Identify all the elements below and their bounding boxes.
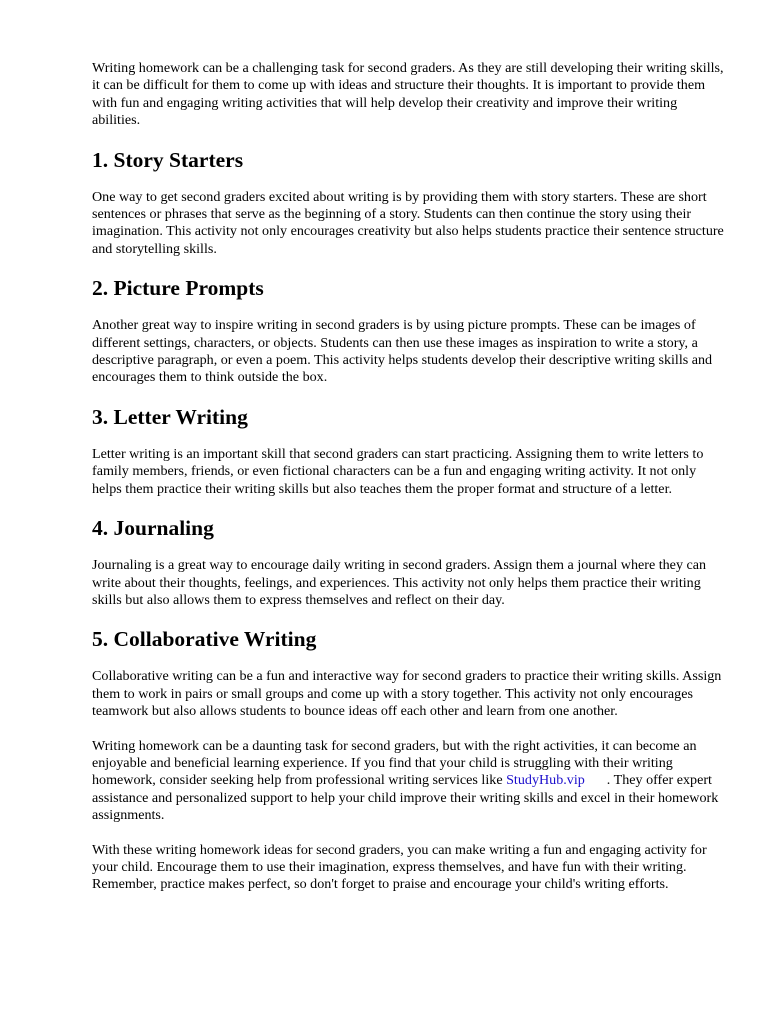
closing-text-after-link: . They offer expert assistance and personalized support to help your child improve their writing skills and excel in their homework assignments. bbox=[92, 772, 719, 824]
section-body-letter-writing: Letter writing is an important skill that second graders can start practicing. Assigning them to write letters to family members, friends, or even fictional characters can be a fun and engaging writing activity. It not only helps them practice their writing skills but also teaches them the proper format and structure of a letter. bbox=[92, 445, 704, 497]
section-body-picture-prompts: Another great way to inspire writing in second graders is by using picture prompts. These can be images of different settings, characters, or objects. Students can then use these images as inspiration to write a story, a descriptive paragraph, or even a poem. This activity helps students develop their descriptive writing skills and encourages them to think outside the box. bbox=[92, 317, 713, 386]
closing-text-before-link: Writing homework can be a daunting task for second graders, but with the right activities, it can become an enjoyable and beneficial learning experience. If you find that your child is struggling with their writing homework, consider seeking help from professional writing services like bbox=[92, 737, 697, 789]
section-heading-story-starters: 1. Story Starters bbox=[92, 147, 244, 172]
section-body-collaborative-writing: Collaborative writing can be a fun and interactive way for second graders to practice their writing skills. Assign them to work in pairs or small groups and come up with a story together. This activity not only encourages teamwork but also allows students to bounce ideas off each other and learn from one another. bbox=[92, 668, 722, 720]
section-heading-picture-prompts: 2. Picture Prompts bbox=[92, 276, 264, 301]
final-paragraph: With these writing homework ideas for second graders, you can make writing a fun and engaging activity for your child. Encourage them to use their imagination, express themselves, and have fun with their writing. Remember, practice makes perfect, so don't forget to praise and encourage your child's writing efforts. bbox=[92, 841, 707, 893]
section-body-journaling: Journaling is a great way to encourage daily writing in second graders. Assign them a journal where they can write about their thoughts, feelings, and experiences. This activity not only helps them practice their writing skills but also allows them to express themselves and reflect on their day. bbox=[92, 557, 707, 608]
section-body-story-starters: One way to get second graders excited about writing is by providing them with story starters. These are short sentences or phrases that serve as the beginning of a story. Students can then continue the story using their imagination. This activity not only encourages creativity but also helps students practice their sentence structure and storytelling skills. bbox=[92, 188, 724, 257]
section-heading-letter-writing: 3. Letter Writing bbox=[92, 404, 248, 429]
intro-paragraph: Writing homework can be a challenging task for second graders. As they are still developing their writing skills, it can be difficult for them to come up with ideas and structure their thoughts. It is important to provide them with fun and engaging writing activities that will help develop their creativity and improve their writing abilities. bbox=[92, 60, 724, 129]
closing-paragraph bbox=[92, 738, 728, 825]
studyhub-link[interactable]: StudyHub.vip bbox=[506, 772, 585, 789]
section-heading-collaborative-writing: 5. Collaborative Writing bbox=[92, 627, 317, 652]
document-page bbox=[92, 60, 728, 911]
section-heading-journaling: 4. Journaling bbox=[92, 516, 214, 541]
